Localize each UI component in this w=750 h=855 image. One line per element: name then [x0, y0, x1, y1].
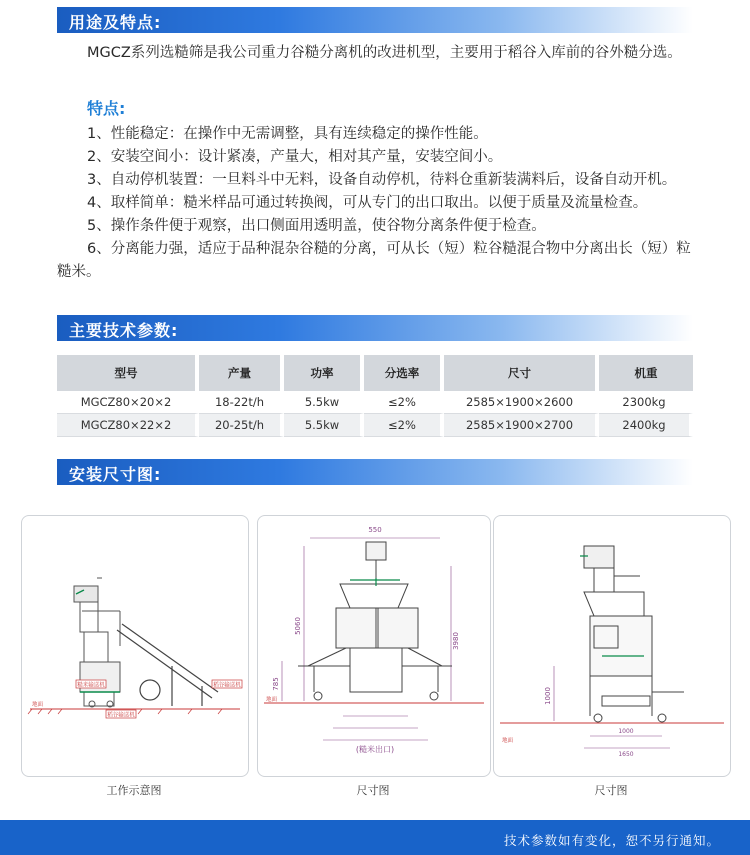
front-dimension-drawing [258, 516, 490, 776]
workflow-label: 糙米输送机 [77, 682, 105, 689]
table-header-cell: 分选率 [364, 355, 444, 391]
feature-item: 5、操作条件便于观察，出口侧面用透明盖，使谷物分离条件便于检查。 [87, 218, 546, 234]
section-title-install: 安装尺寸图: [69, 465, 162, 484]
workflow-drawing [22, 516, 248, 776]
table-cell: 2585×1900×2700 [444, 414, 599, 437]
table-row [57, 414, 693, 437]
dimension-label: 1000 [618, 728, 634, 735]
section-title-spec: 主要技术参数: [69, 321, 179, 340]
table-row [57, 391, 693, 414]
section-header-install [57, 459, 693, 485]
side-dimension-diagram [493, 515, 731, 777]
table-cell: 5.5kw [284, 391, 364, 414]
table-cell: 2585×1900×2600 [444, 391, 599, 414]
dimension-label: 785 [272, 677, 280, 691]
side-dimension-drawing [494, 516, 730, 776]
feature-item: 3、自动停机装置：一旦料斗中无料，设备自动停机，待料仓重新装满料后，设备自动开机。 [87, 172, 677, 188]
diagram-caption-side: 尺寸图 [594, 784, 628, 797]
workflow-label: 稻谷输送机 [107, 712, 135, 719]
front-dimension-diagram [257, 515, 491, 777]
workflow-diagram [21, 515, 249, 777]
diagram-caption-front: 尺寸图 [356, 784, 390, 797]
table-cell: 20-25t/h [199, 414, 284, 437]
table-cell: 18-22t/h [199, 391, 284, 414]
dimension-label: 550 [368, 526, 382, 534]
table-cell: MGCZ80×22×2 [57, 414, 199, 437]
section-header-spec [57, 315, 693, 341]
workflow-label: 地面 [32, 702, 44, 708]
feature-item: 2、安装空间小：设计紧凑，产量大，相对其产量，安装空间小。 [87, 149, 503, 165]
dimension-label: (糙米出口) [355, 745, 395, 754]
table-cell: 5.5kw [284, 414, 364, 437]
section-header-usage [57, 7, 693, 33]
dimension-label: 5060 [294, 617, 302, 635]
diagram-caption-workflow: 工作示意图 [106, 784, 162, 797]
table-header-cell: 尺寸 [444, 355, 599, 391]
table-cell: MGCZ80×20×2 [57, 391, 199, 414]
table-header-cell: 机重 [599, 355, 693, 391]
dimension-label: 3980 [452, 632, 460, 650]
feature-list [57, 123, 693, 284]
dimension-label: 地面 [266, 697, 278, 703]
footer-bar [0, 820, 750, 855]
feature-item: 6、分离能力强，适应于品种混杂谷糙的分离，可从长（短）粒谷糙混合物中分离出长（短）粒糙米。 [57, 241, 691, 280]
table-cell: ≤2% [364, 414, 444, 437]
footer-notice: 技术参数如有变化，恕不另行通知。 [503, 833, 720, 848]
spec-table [57, 355, 693, 437]
table-cell: 2300kg [599, 391, 693, 414]
feature-item: 1、性能稳定：在操作中无需调整，具有连续稳定的操作性能。 [87, 126, 488, 142]
feature-item: 4、取样简单：糙米样品可通过转换阀，可从专门的出口取出。以便于质量及流量检查。 [87, 195, 648, 211]
table-cell: ≤2% [364, 391, 444, 414]
table-header-row [57, 355, 693, 391]
dimension-label: 1650 [618, 751, 634, 758]
features-title: 特点: [87, 99, 126, 118]
table-header-cell: 功率 [284, 355, 364, 391]
dimension-label: 1000 [544, 687, 552, 705]
intro-paragraph: MGCZ系列选糙筛是我公司重力谷糙分离机的改进机型，主要用于稻谷入库前的谷外糙分选。 [87, 45, 682, 61]
section-title-usage: 用途及特点: [69, 13, 162, 32]
table-header-cell: 型号 [57, 355, 199, 391]
table-cell: 2400kg [599, 414, 693, 437]
dimension-label: 地面 [502, 738, 514, 744]
workflow-label: 稻谷输送机 [213, 682, 241, 689]
table-header-cell: 产量 [199, 355, 284, 391]
